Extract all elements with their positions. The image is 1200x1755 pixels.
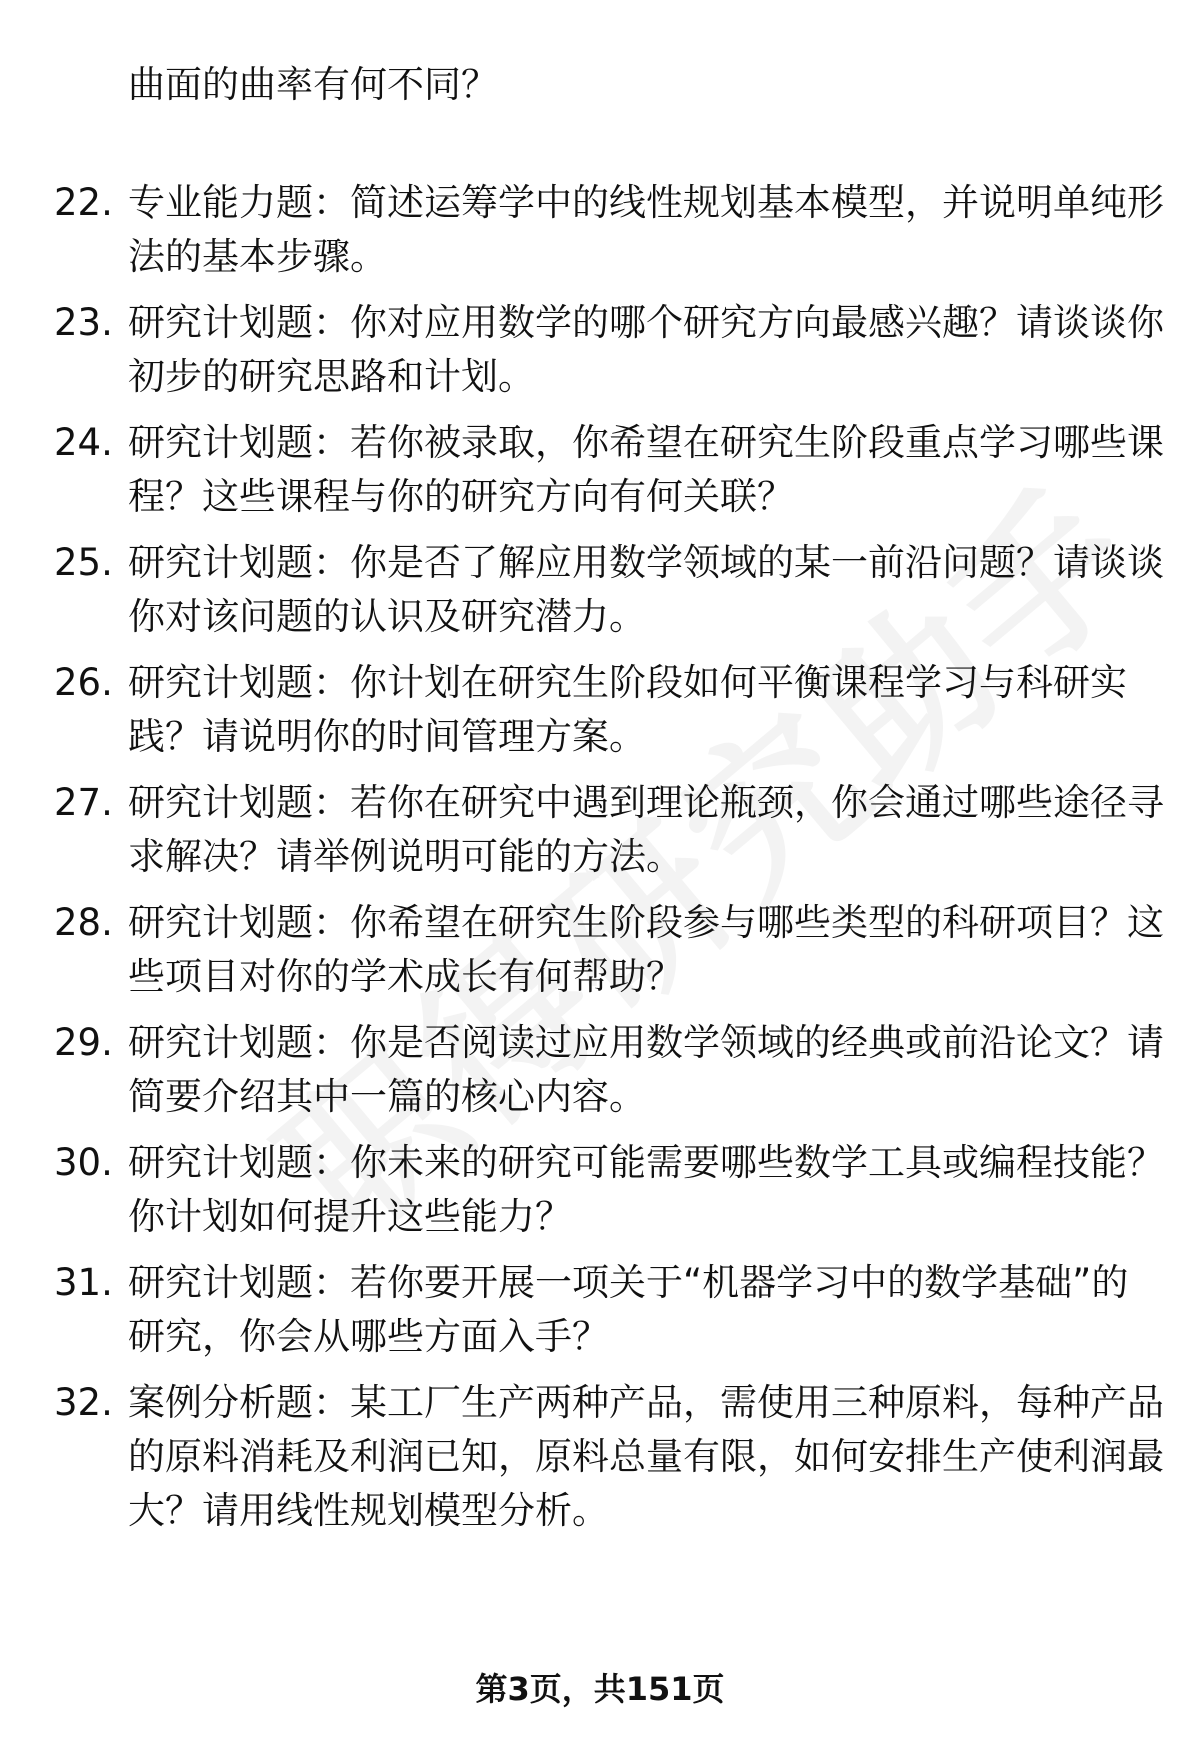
question-number: 30. [54, 1141, 113, 1184]
question-line: 初步的研究思路和计划。 [128, 355, 535, 398]
question-line: 研究计划题：你希望在研究生阶段参与哪些类型的科研项目？这 [128, 901, 1164, 944]
question-number: 27. [54, 781, 113, 824]
question-line: 的原料消耗及利润已知，原料总量有限，如何安排生产使利润最 [128, 1435, 1164, 1478]
question-number: 25. [54, 541, 113, 584]
question-text [128, 416, 1164, 524]
question-line: 研究计划题：若你要开展一项关于“机器学习中的数学基础”的 [128, 1261, 1129, 1304]
question-number: 28. [54, 901, 113, 944]
question-line: 大？请用线性规划模型分析。 [128, 1489, 609, 1532]
question-line: 案例分析题：某工厂生产两种产品，需使用三种原料，每种产品 [128, 1381, 1164, 1424]
continuation-line: 曲面的曲率有何不同？ [128, 63, 498, 106]
question-text [128, 1376, 1164, 1538]
question-number: 32. [54, 1381, 113, 1424]
question-line: 践？请说明你的时间管理方案。 [128, 715, 646, 758]
page-footer: 第3页，共151页 [475, 1670, 725, 1708]
question-line: 研究，你会从哪些方面入手？ [128, 1315, 609, 1358]
question-number: 31. [54, 1261, 113, 1304]
question-line: 研究计划题：你对应用数学的哪个研究方向最感兴趣？请谈谈你 [128, 301, 1164, 344]
question-line: 法的基本步骤。 [128, 235, 387, 278]
question-line: 研究计划题：你未来的研究可能需要哪些数学工具或编程技能？ [128, 1141, 1164, 1184]
question-line: 研究计划题：你是否阅读过应用数学领域的经典或前沿论文？请 [128, 1021, 1164, 1064]
question-text [128, 1136, 1164, 1244]
question-text [128, 1016, 1164, 1124]
question-text [128, 776, 1164, 884]
question-line: 些项目对你的学术成长有何帮助？ [128, 955, 683, 998]
question-line: 简要介绍其中一篇的核心内容。 [128, 1075, 646, 1118]
question-text [128, 536, 1164, 644]
question-line: 研究计划题：你是否了解应用数学领域的某一前沿问题？请谈谈 [128, 541, 1164, 584]
question-text [128, 1256, 1146, 1364]
question-text [128, 296, 1164, 404]
question-line: 程？这些课程与你的研究方向有何关联？ [128, 475, 794, 518]
question-number: 29. [54, 1021, 113, 1064]
question-number: 26. [54, 661, 113, 704]
question-line: 你计划如何提升这些能力？ [128, 1195, 572, 1238]
question-line: 你对该问题的认识及研究潜力。 [128, 595, 646, 638]
question-line: 专业能力题：简述运筹学中的线性规划基本模型，并说明单纯形 [128, 181, 1164, 224]
question-text [128, 176, 1164, 284]
question-line: 研究计划题：你计划在研究生阶段如何平衡课程学习与科研实 [128, 661, 1127, 704]
question-number: 22. [54, 181, 113, 224]
question-line: 研究计划题：若你被录取，你希望在研究生阶段重点学习哪些课 [128, 421, 1164, 464]
question-line: 研究计划题：若你在研究中遇到理论瓶颈，你会通过哪些途径寻 [128, 781, 1164, 824]
question-text [128, 656, 1146, 764]
question-number: 23. [54, 301, 113, 344]
question-text [128, 896, 1164, 1004]
question-number: 24. [54, 421, 113, 464]
question-line: 求解决？请举例说明可能的方法。 [128, 835, 683, 878]
